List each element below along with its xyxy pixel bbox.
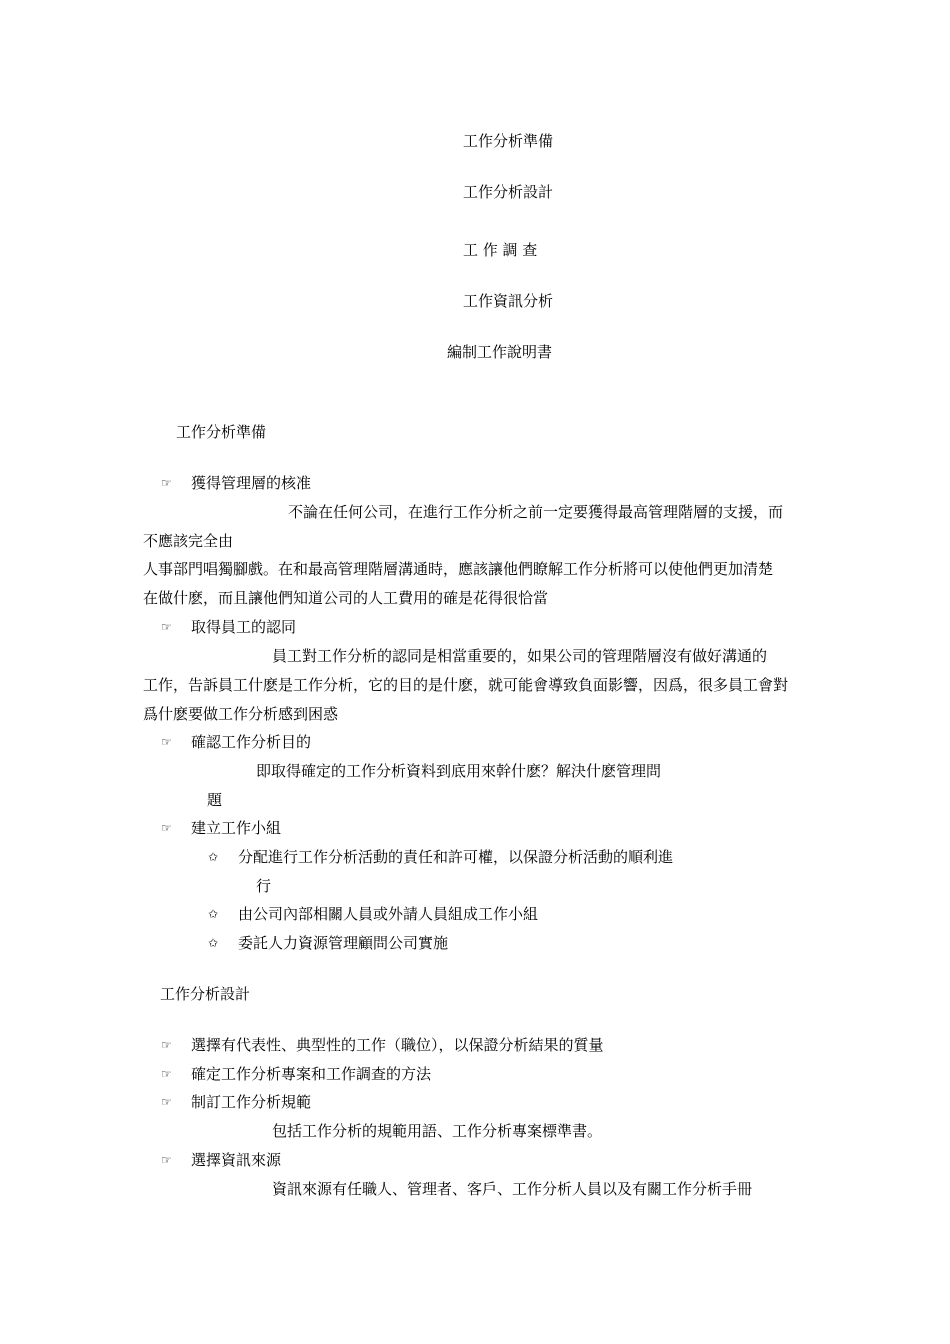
item-title-purpose: 確認工作分析目的 [191,733,312,751]
star-icon: ✩ [208,907,219,921]
paragraph-line: 資訊來源有任職人、管理者、客戶、工作分析人員以及有關工作分析手冊 [272,1180,753,1198]
flow-step-3: 工 作 調 查 [463,241,538,259]
pointing-hand-icon: ☞ [161,1153,172,1167]
list-item: 確定工作分析專案和工作調查的方法 [191,1065,432,1083]
paragraph-line: 不應該完全由 [143,532,234,550]
pointing-hand-icon: ☞ [161,735,172,749]
paragraph-line: 工作，告訴員工什麽是工作分析，它的目的是什麽，就可能會導致負面影響，因爲，很多員工會對 [143,676,789,694]
sub-item: 由公司內部相關人員或外請人員組成工作小組 [238,905,539,923]
pointing-hand-icon: ☞ [161,821,172,835]
paragraph-line: 人事部門唱獨腳戲。在和最高管理階層溝通時，應該讓他們瞭解工作分析將可以使他們更加清楚 [143,560,774,578]
sub-item-continuation: 行 [256,877,272,895]
paragraph-line: 不論在任何公司，在進行工作分析之前一定要獲得最高管理階層的支援，而 [288,503,784,521]
star-icon: ✩ [208,936,219,950]
paragraph-line: 爲什麽要做工作分析感到困惑 [143,705,339,723]
item-title-working-group: 建立工作小組 [191,819,282,837]
pointing-hand-icon: ☞ [161,620,172,634]
pointing-hand-icon: ☞ [161,476,172,490]
star-icon: ✩ [208,850,219,864]
flow-step-1: 工作分析準備 [463,132,554,150]
section-heading-design: 工作分析設計 [160,985,251,1003]
sub-item: 委託人力資源管理顧問公司實施 [238,934,449,952]
paragraph-line: 員工對工作分析的認同是相當重要的，如果公司的管理階層沒有做好溝通的 [272,647,768,665]
section-heading-preparation: 工作分析準備 [176,423,267,441]
item-title-approval: 獲得管理層的核准 [191,474,312,492]
list-item: 制訂工作分析規範 [191,1093,312,1111]
paragraph-line: 在做什麽，而且讓他們知道公司的人工費用的確是花得很恰當 [143,589,549,607]
list-item: 選擇有代表性、典型性的工作（職位），以保證分析結果的質量 [191,1036,604,1054]
paragraph-line: 即取得確定的工作分析資料到底用來幹什麽？解決什麽管理問 [256,762,662,780]
pointing-hand-icon: ☞ [161,1067,172,1081]
flow-step-4: 工作資訊分析 [463,292,554,310]
item-title-employee-recognition: 取得員工的認同 [191,618,297,636]
pointing-hand-icon: ☞ [161,1038,172,1052]
sub-item: 分配進行工作分析活動的責任和許可權，以保證分析活動的順利進 [238,848,674,866]
list-item: 選擇資訊來源 [191,1151,282,1169]
flow-step-5: 編制工作說明書 [447,343,553,361]
pointing-hand-icon: ☞ [161,1095,172,1109]
flow-step-2: 工作分析設計 [463,183,554,201]
paragraph-line: 包括工作分析的規範用語、工作分析專案標準書。 [272,1122,603,1140]
paragraph-line: 題 [207,791,223,809]
